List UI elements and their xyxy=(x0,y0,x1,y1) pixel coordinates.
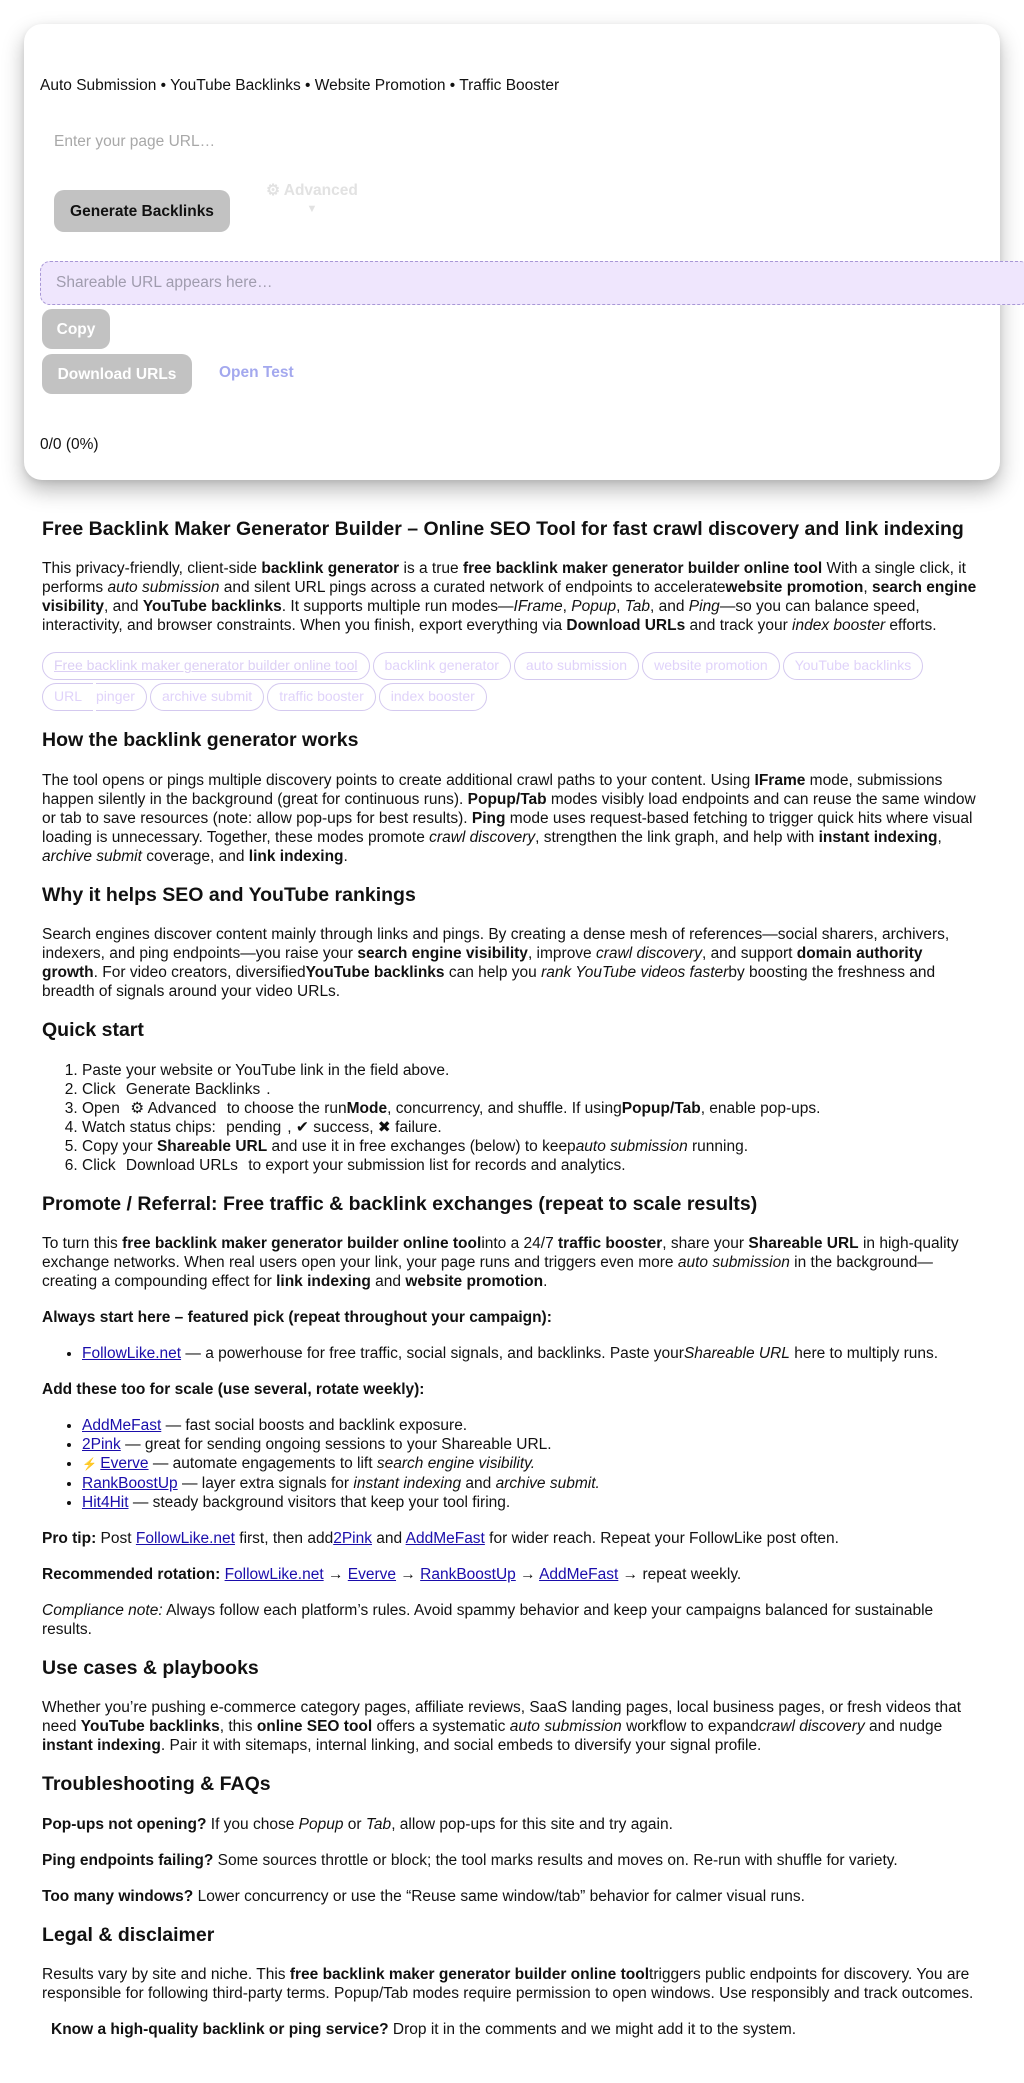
promote-heading: Promote / Referral: Free traffic & backlink exchanges (repeat to scale results) xyxy=(42,1192,758,1215)
arrow-right-icon: → xyxy=(323,1565,348,1583)
intro-paragraph: This privacy-friendly, client-side backlink generator is a true free backlink maker generator builder online tool With a single click, it performs auto submission and silent URL pings across a curated network of endpoints to acceleratewebsite promotion, search engine visibility, and YouTube backlinks. It supports multiple run modes—IFrame, Popup, Tab, and Ping—so you can balance speed, interactivity, and browser constraints. When you finish, export everything via Download URLs and track your index booster efforts. xyxy=(42,560,977,635)
faq-item: Too many windows? Lower concurrency or use the “Reuse same window/tab” behavior for calmer visual runs. xyxy=(42,1887,805,1905)
backlink-tool-card xyxy=(24,24,1000,480)
followlike-link[interactable]: FollowLike.net xyxy=(135,1529,235,1547)
use-cases-heading: Use cases & playbooks xyxy=(42,1656,259,1679)
keyword-tag[interactable]: Free backlink maker generator builder online tool xyxy=(42,652,370,680)
step-item: 3. Open ⚙ Advanced to choose the runMode, concurrency, and shuffle. If usingPopup/Tab, enable pop-ups. xyxy=(82,1099,982,1118)
featured-heading: Always start here – featured pick (repeat throughout your campaign): xyxy=(42,1308,552,1326)
faq-list xyxy=(42,1815,982,1906)
promote-paragraph: To turn this free backlink maker generator builder online toolinto a 24/7 traffic booster, share your Shareable URL in high-quality exchange networks. When real users open your link, your page runs and triggers even more auto submission in the background—creating a compounding effect for link indexing and website promotion. xyxy=(42,1234,959,1290)
pending-chip: pending xyxy=(226,1118,282,1136)
generate-backlinks-button[interactable]: Generate Backlinks xyxy=(54,190,230,232)
keyword-tag[interactable]: URL xyxy=(42,683,93,711)
page-url-input[interactable] xyxy=(54,124,654,160)
keyword-tag[interactable]: index booster xyxy=(379,683,487,711)
addmefast-link[interactable]: AddMeFast xyxy=(82,1416,162,1434)
step-item: 1. Paste your website or YouTube link in the field above. xyxy=(82,1061,982,1080)
step-item: 6. Click Download URLs to export your submission list for records and analytics. xyxy=(82,1156,982,1175)
list-item: • FollowLike.net — a powerhouse for free traffic, social signals, and backlinks. Paste yourShareable URL here to multiply runs. xyxy=(82,1344,982,1363)
suggest-service-callout: Know a high-quality backlink or ping service? Drop it in the comments and we might add it to the system. xyxy=(51,2021,797,2038)
lightning-icon: ⚡ xyxy=(82,1456,101,1471)
everve-link[interactable]: Everve xyxy=(347,1565,397,1583)
keyword-tags xyxy=(42,652,962,714)
article-title: Free Backlink Maker Generator Builder – Online SEO Tool for fast crawl discovery and link indexing xyxy=(42,518,964,540)
featured-list xyxy=(42,1344,982,1363)
copy-button[interactable]: Copy xyxy=(42,309,110,349)
step-item: 4. Watch status chips: pending , ✔ success, ✖ failure. xyxy=(82,1118,982,1137)
why-paragraph: Search engines discover content mainly through links and pings. By creating a dense mesh of references—social sharers, archivers, indexers, and ping endpoints—you raise your search engine visibility, improve crawl discovery, and support domain authority growth. For video creators, diversifiedYouTube backlinks can help you rank YouTube videos fasterby boosting the freshness and breadth of signals around your video URLs. xyxy=(42,926,950,1001)
legal-paragraph: Results vary by site and niche. This free backlink maker generator builder online tooltriggers public endpoints for discovery. You are responsible for following third-party terms. Popup/Tab modes require permission to open windows. Use responsibly and track outcomes. xyxy=(42,1966,974,2002)
keyword-tag[interactable]: backlink generator xyxy=(373,652,511,680)
chevron-down-icon: ▼ xyxy=(306,203,318,215)
everve-link[interactable]: Everve xyxy=(100,1454,149,1472)
generate-chip: Generate Backlinks xyxy=(125,1080,261,1098)
list-item: • RankBoostUp — layer extra signals for instant indexing and archive submit. xyxy=(82,1474,982,1493)
step-item: 2. Click Generate Backlinks . xyxy=(82,1080,982,1099)
legal-heading: Legal & disclaimer xyxy=(42,1923,215,1946)
more-heading: Add these too for scale (use several, rotate weekly): xyxy=(42,1380,425,1398)
keyword-tag[interactable]: YouTube backlinks xyxy=(783,652,923,680)
seo-article xyxy=(42,505,982,2056)
progress-counter: 0/0 (0%) xyxy=(40,436,99,453)
quick-start-heading: Quick start xyxy=(42,1019,144,1042)
faq-heading: Troubleshooting & FAQs xyxy=(42,1773,271,1796)
advanced-chip: ⚙ Advanced xyxy=(130,1099,217,1117)
keyword-tag[interactable]: archive submit xyxy=(150,683,264,711)
addmefast-link[interactable]: AddMeFast xyxy=(539,1565,619,1583)
how-heading: How the backlink generator works xyxy=(42,729,359,752)
how-paragraph: The tool opens or pings multiple discovery points to create additional crawl paths to your content. Using IFrame mode, submissions happen silently in the background (great for continuous runs). Popup/Tab modes visibly load endpoints and can reuse the same window or tab to save resources (note: allow pop-ups for best results). Ping mode uses request-based fetching to trigger quick hits where visual loading is unnecessary. Together, these modes promote crawl discovery, strengthen the link graph, and help with instant indexing, archive submit coverage, and link indexing. xyxy=(42,771,976,865)
2pink-link[interactable]: 2Pink xyxy=(82,1435,121,1453)
open-test-link[interactable]: Open Test xyxy=(219,364,294,381)
list-item: • Hit4Hit — steady background visitors that keep your tool firing. xyxy=(82,1493,982,1512)
keyword-tag[interactable]: traffic booster xyxy=(267,683,376,711)
advanced-toggle[interactable] xyxy=(262,182,362,218)
rankboostup-link[interactable]: RankBoostUp xyxy=(420,1565,516,1583)
why-heading: Why it helps SEO and YouTube rankings xyxy=(42,883,416,906)
advanced-label: ⚙ Advanced xyxy=(266,182,358,199)
hit4hit-link[interactable]: Hit4Hit xyxy=(82,1493,129,1511)
download-chip: Download URLs xyxy=(125,1156,238,1174)
arrow-right-icon: → xyxy=(515,1565,540,1583)
2pink-link[interactable]: 2Pink xyxy=(333,1529,372,1547)
list-item: • AddMeFast — fast social boosts and backlink exposure. xyxy=(82,1416,982,1435)
faq-item: Pop-ups not opening? If you chose Popup or Tab, allow pop-ups for this site and try again. xyxy=(42,1815,673,1833)
addmefast-link[interactable]: AddMeFast xyxy=(405,1529,485,1547)
keyword-tag[interactable]: pinger xyxy=(96,683,147,711)
rankboostup-link[interactable]: RankBoostUp xyxy=(82,1474,178,1492)
tool-tagline: Auto Submission • YouTube Backlinks • Website Promotion • Traffic Booster xyxy=(40,77,560,94)
recommended-rotation: Recommended rotation: FollowLike.net → Everve → RankBoostUp → AddMeFast → repeat weekly. xyxy=(42,1565,742,1583)
download-urls-button[interactable]: Download URLs xyxy=(42,354,192,394)
shareable-url-field[interactable] xyxy=(40,261,1024,305)
exchange-list xyxy=(42,1416,982,1512)
quick-start-steps xyxy=(42,1061,982,1175)
keyword-tag[interactable]: auto submission xyxy=(514,652,639,680)
list-item: • ⚡ Everve — automate engagements to lift search engine visibility. xyxy=(82,1454,982,1474)
compliance-note: Compliance note: Always follow each platform’s rules. Avoid spammy behavior and keep your campaigns balanced for sustainable results. xyxy=(42,1601,934,1638)
pro-tip: Pro tip: Post FollowLike.net first, then add2Pink and AddMeFast for wider reach. Repeat your FollowLike post often. xyxy=(42,1529,839,1547)
step-item: 5. Copy your Shareable URL and use it in free exchanges (below) to keepauto submission running. xyxy=(82,1137,982,1156)
list-item: • 2Pink — great for sending ongoing sessions to your Shareable URL. xyxy=(82,1435,982,1454)
arrow-right-icon: → xyxy=(396,1565,421,1583)
followlike-link[interactable]: FollowLike.net xyxy=(224,1565,324,1583)
keyword-tag[interactable]: website promotion xyxy=(642,652,780,680)
followlike-link[interactable]: FollowLike.net xyxy=(82,1344,182,1362)
use-cases-paragraph: Whether you’re pushing e-commerce category pages, affiliate reviews, SaaS landing pages, local business pages, or fresh videos that need YouTube backlinks, this online SEO tool offers a systematic auto submission workflow to expandcrawl discovery and nudge instant indexing. Pair it with sitemaps, internal linking, and social embeds to diversify your signal profile. xyxy=(42,1699,962,1755)
faq-item: Ping endpoints failing? Some sources throttle or block; the tool marks results and moves on. Re-run with shuffle for variety. xyxy=(42,1851,898,1869)
